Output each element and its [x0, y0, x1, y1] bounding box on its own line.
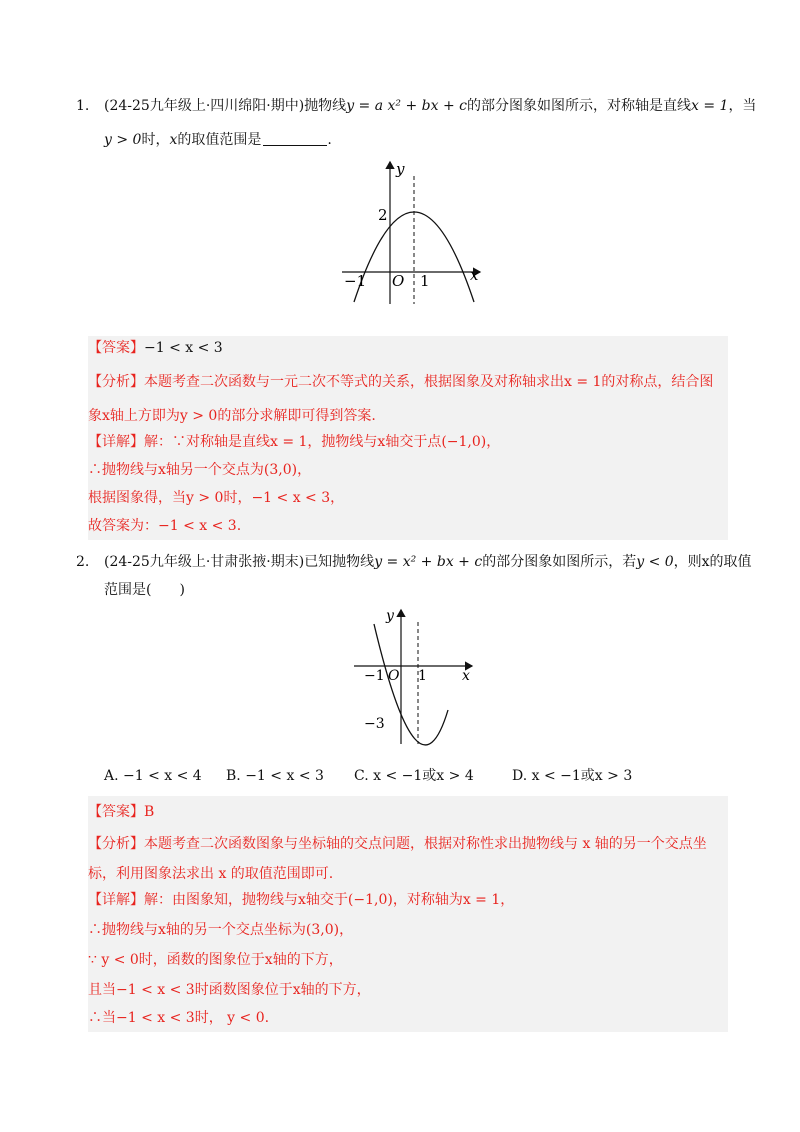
question-stem-line-2: y > 0时，x的取值范围是 .: [104, 132, 332, 148]
x-axis-label: x: [462, 668, 470, 684]
detail-line-4: 且当−1 < x < 3时函数图象位于x轴的下方，: [88, 982, 371, 998]
detail-line-5: ∴当−1 < x < 3时， y < 0.: [88, 1010, 270, 1026]
question-number: 1.: [76, 98, 90, 114]
tick-label: 2: [378, 206, 388, 224]
detail-line-3: 根据图象得，当y > 0时，−1 < x < 3，: [88, 490, 345, 506]
solution-panel-1: [88, 336, 728, 540]
analysis-line-1: 【分析】本题考查二次函数图象与坐标轴的交点问题，根据对称性求出抛物线与 x 轴的另一个交点坐: [88, 836, 707, 852]
detail-line-2: ∴抛物线与x轴的另一个交点坐标为(3,0)，: [88, 922, 354, 938]
tick-label: 1: [418, 668, 427, 684]
detail-line-4: 故答案为：−1 < x < 3.: [88, 518, 242, 534]
analysis-tag: 【分析】: [88, 836, 144, 852]
detail-line-2: ∴抛物线与x轴另一个交点为(3,0)，: [88, 462, 312, 478]
option-c[interactable]: C. x < −1或x > 4: [354, 768, 474, 784]
tick-label: 1: [420, 272, 430, 290]
detail-tag: 【详解】: [88, 434, 144, 450]
parabola-graph-1: [320, 152, 490, 312]
tick-label: −1: [364, 668, 385, 684]
analysis-line-1: 【分析】本题考查二次函数与一元二次不等式的关系，根据图象及对称轴求出x = 1的对称点，结合图: [88, 374, 714, 390]
answer-line: [88, 338, 223, 358]
option-a[interactable]: A. −1 < x < 4: [104, 768, 202, 784]
option-d[interactable]: D. x < −1或x > 3: [512, 768, 633, 784]
options-row: [104, 766, 724, 788]
answer-tag: 【答案】: [88, 804, 144, 820]
origin-label: O: [388, 668, 400, 684]
question-number: 2.: [76, 554, 90, 570]
analysis-line-2: 标，利用图象法求出 x 的取值范围即可.: [88, 866, 334, 882]
answer-line: [88, 802, 154, 822]
question-stem-line-1: (24-25九年级上·四川绵阳·期中)抛物线y = a x² + bx + c的部分图象如图所示，对称轴是直线x = 1，当: [104, 98, 757, 114]
answer-value: B: [144, 804, 155, 820]
detail-line-1: 【详解】解：由图象知，抛物线与x轴交于(−1,0)，对称轴为x = 1，: [88, 892, 515, 908]
analysis-line-2: 象x轴上方即为y > 0的部分求解即可得到答案.: [88, 408, 376, 424]
y-axis-label: y: [386, 608, 394, 624]
answer-blank[interactable]: [263, 131, 327, 146]
question-stem-line-2: 范围是( ): [104, 582, 185, 598]
tick-label: −3: [364, 716, 385, 732]
parabola-graph-2: [346, 604, 496, 750]
analysis-tag: 【分析】: [88, 374, 144, 390]
origin-label: O: [392, 272, 405, 290]
answer-value: −1 < x < 3: [144, 340, 223, 356]
detail-tag: 【详解】: [88, 892, 144, 908]
option-b[interactable]: B. −1 < x < 3: [226, 768, 324, 784]
detail-line-3: ∵ y < 0时，函数的图象位于x轴的下方，: [88, 952, 343, 968]
question-source: (24-25九年级上·四川绵阳·期中): [104, 98, 305, 114]
parabola-curve: [374, 624, 448, 745]
answer-tag: 【答案】: [88, 340, 144, 356]
x-axis-label: x: [470, 266, 479, 284]
solution-panel-2: [88, 796, 728, 1032]
question-source: (24-25九年级上·甘肃张掖·期末): [104, 554, 305, 570]
question-stem-line-1: (24-25九年级上·甘肃张掖·期末)已知抛物线y = x² + bx + c的部分图象如图所示，若y < 0，则x的取值: [104, 554, 752, 570]
y-axis-label: y: [396, 160, 405, 178]
detail-line-1: 【详解】解：∵对称轴是直线x = 1，抛物线与x轴交于点(−1,0)，: [88, 434, 501, 450]
tick-label: −1: [344, 272, 367, 290]
